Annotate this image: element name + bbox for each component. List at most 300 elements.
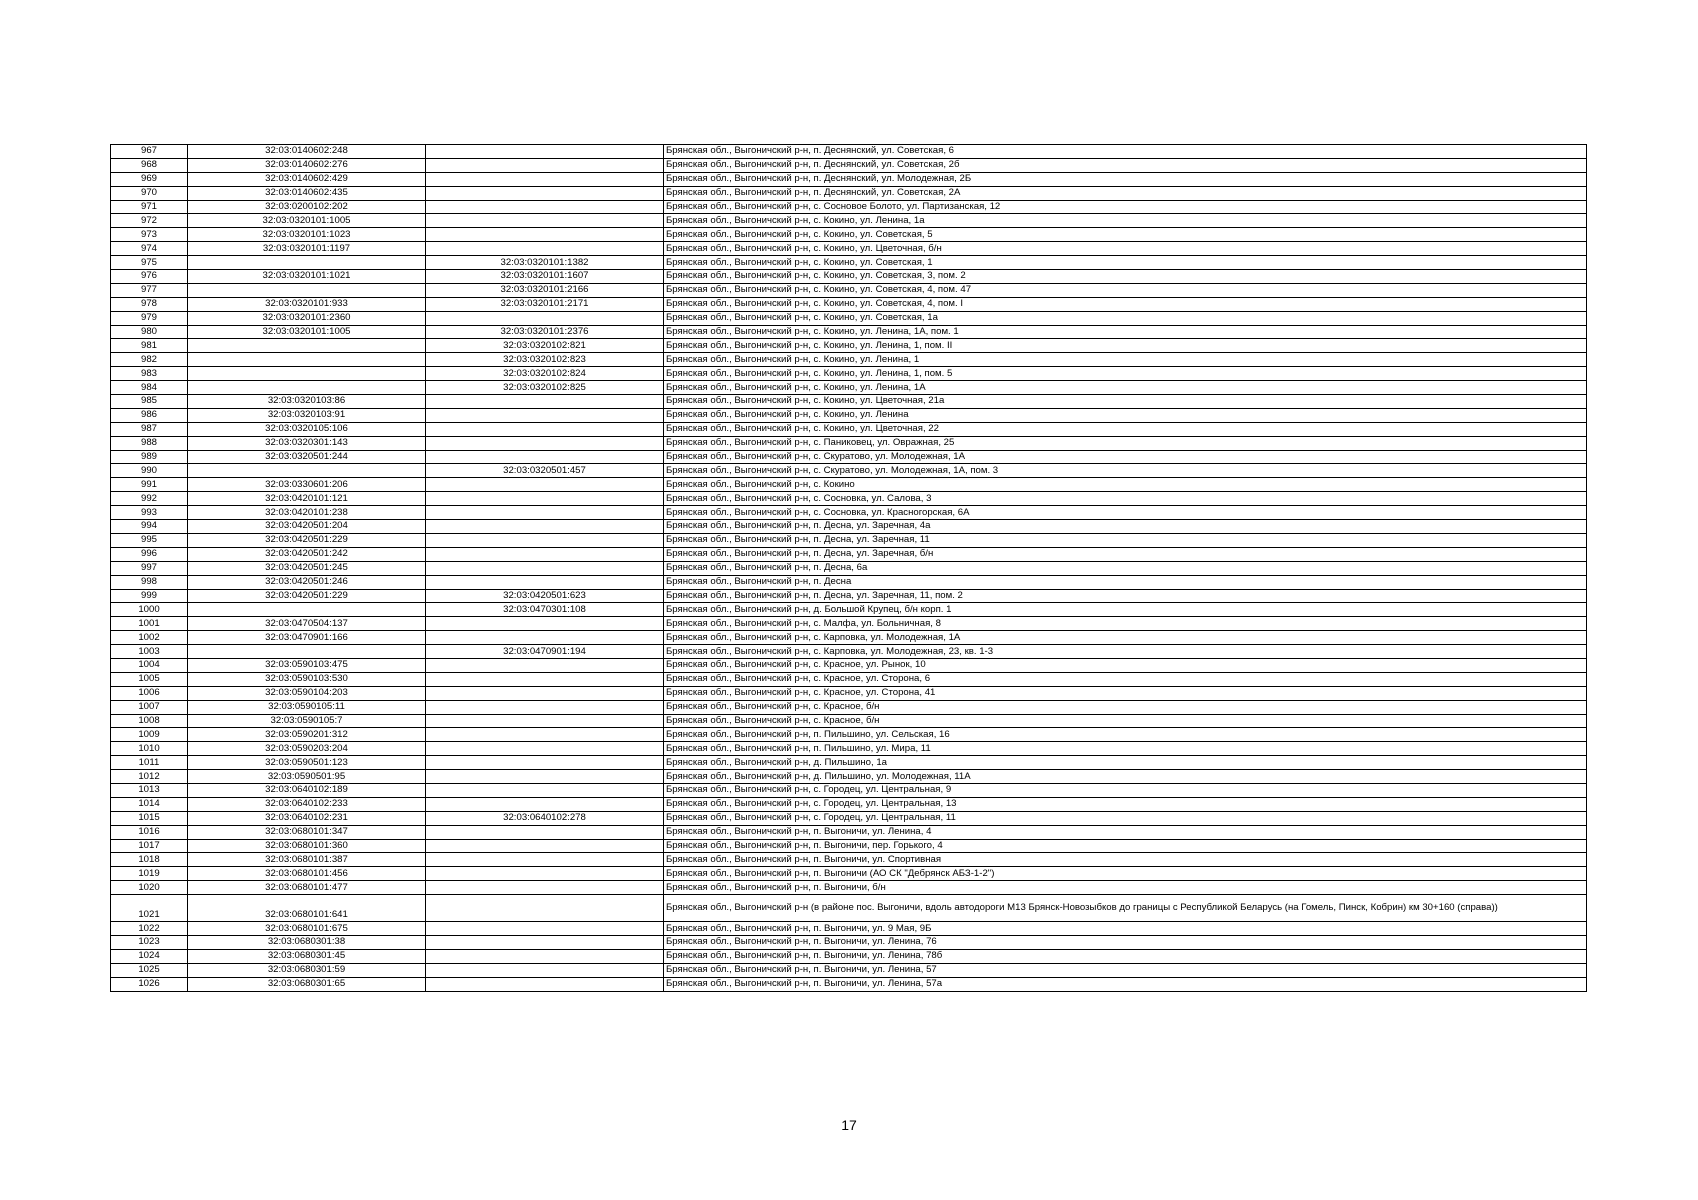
address-cell: Брянская обл., Выгоничский р-н, п. Деснянский, ул. Молодежная, 2Б bbox=[664, 172, 1587, 186]
object-cadastral-number-cell bbox=[426, 395, 664, 409]
object-cadastral-number-cell bbox=[426, 533, 664, 547]
object-cadastral-number-cell bbox=[426, 825, 664, 839]
cadastral-number-cell: 32:03:0420101:238 bbox=[188, 506, 426, 520]
table-row bbox=[111, 395, 1587, 409]
object-cadastral-number-cell bbox=[426, 895, 664, 922]
address-cell: Брянская обл., Выгоничский р-н, с. Кокино, ул. Советская, 3, пом. 2 bbox=[664, 270, 1587, 284]
row-number-cell: 1003 bbox=[111, 645, 188, 659]
row-number-cell: 1005 bbox=[111, 672, 188, 686]
object-cadastral-number-cell: 32:03:0470901:194 bbox=[426, 645, 664, 659]
object-cadastral-number-cell bbox=[426, 783, 664, 797]
address-cell: Брянская обл., Выгоничский р-н, п. Десна, ул. Заречная, 11, пом. 2 bbox=[664, 589, 1587, 603]
table-row bbox=[111, 367, 1587, 381]
address-cell: Брянская обл., Выгоничский р-н, п. Деснянский, ул. Советская, 6 bbox=[664, 145, 1587, 159]
object-cadastral-number-cell: 32:03:0320102:821 bbox=[426, 339, 664, 353]
object-cadastral-number-cell bbox=[426, 145, 664, 159]
row-number-cell: 998 bbox=[111, 575, 188, 589]
table-row bbox=[111, 645, 1587, 659]
address-cell: Брянская обл., Выгоничский р-н, с. Кокино, ул. Советская, 1 bbox=[664, 256, 1587, 270]
address-cell: Брянская обл., Выгоничский р-н, с. Карповка, ул. Молодежная, 23, кв. 1-3 bbox=[664, 645, 1587, 659]
object-cadastral-number-cell bbox=[426, 867, 664, 881]
row-number-cell: 1024 bbox=[111, 949, 188, 963]
address-cell: Брянская обл., Выгоничский р-н, п. Деснянский, ул. Советская, 2б bbox=[664, 158, 1587, 172]
table-row bbox=[111, 797, 1587, 811]
address-cell: Брянская обл., Выгоничский р-н, п. Пильшино, ул. Мира, 11 bbox=[664, 742, 1587, 756]
cadastral-number-cell: 32:03:0470504:137 bbox=[188, 617, 426, 631]
object-cadastral-number-cell bbox=[426, 422, 664, 436]
object-cadastral-number-cell bbox=[426, 478, 664, 492]
object-cadastral-number-cell bbox=[426, 922, 664, 936]
object-cadastral-number-cell bbox=[426, 158, 664, 172]
table-row bbox=[111, 186, 1587, 200]
cadastral-number-cell: 32:03:0680101:477 bbox=[188, 881, 426, 895]
row-number-cell: 999 bbox=[111, 589, 188, 603]
cadastral-number-cell: 32:03:0420101:121 bbox=[188, 492, 426, 506]
table-row bbox=[111, 311, 1587, 325]
address-cell: Брянская обл., Выгоничский р-н, с. Кокино, ул. Советская, 5 bbox=[664, 228, 1587, 242]
cadastral-number-cell: 32:03:0420501:246 bbox=[188, 575, 426, 589]
address-cell: Брянская обл., Выгоничский р-н, с. Сосновка, ул. Красногорская, 6А bbox=[664, 506, 1587, 520]
table-row bbox=[111, 214, 1587, 228]
address-cell: Брянская обл., Выгоничский р-н, п. Десна bbox=[664, 575, 1587, 589]
address-cell: Брянская обл., Выгоничский р-н, п. Выгоничи, ул. 9 Мая, 9Б bbox=[664, 922, 1587, 936]
cadastral-number-cell: 32:03:0590501:95 bbox=[188, 770, 426, 784]
table-row bbox=[111, 963, 1587, 977]
address-cell: Брянская обл., Выгоничский р-н, п. Выгоничи, ул. Ленина, 76 bbox=[664, 935, 1587, 949]
cadastral-number-cell: 32:03:0590203:204 bbox=[188, 742, 426, 756]
object-cadastral-number-cell: 32:03:0320101:1607 bbox=[426, 270, 664, 284]
table-row bbox=[111, 270, 1587, 284]
address-cell: Брянская обл., Выгоничский р-н, п. Выгоничи, ул. Ленина, 78б bbox=[664, 949, 1587, 963]
address-cell: Брянская обл., Выгоничский р-н, с. Красное, ул. Сторона, 6 bbox=[664, 672, 1587, 686]
address-cell: Брянская обл., Выгоничский р-н, с. Красное, ул. Рынок, 10 bbox=[664, 658, 1587, 672]
address-cell: Брянская обл., Выгоничский р-н, с. Кокино, ул. Советская, 4, пом. 47 bbox=[664, 283, 1587, 297]
row-number-cell: 1011 bbox=[111, 756, 188, 770]
address-cell: Брянская обл., Выгоничский р-н, п. Выгоничи, пер. Горького, 4 bbox=[664, 839, 1587, 853]
row-number-cell: 997 bbox=[111, 561, 188, 575]
object-cadastral-number-cell bbox=[426, 214, 664, 228]
cadastral-number-cell: 32:03:0470901:166 bbox=[188, 631, 426, 645]
object-cadastral-number-cell bbox=[426, 520, 664, 534]
address-cell: Брянская обл., Выгоничский р-н, с. Городец, ул. Центральная, 13 bbox=[664, 797, 1587, 811]
cadastral-number-cell: 32:03:0140602:429 bbox=[188, 172, 426, 186]
page-number: 17 bbox=[841, 1117, 857, 1133]
cadastral-number-cell bbox=[188, 283, 426, 297]
table-row bbox=[111, 464, 1587, 478]
table-row bbox=[111, 283, 1587, 297]
object-cadastral-number-cell bbox=[426, 228, 664, 242]
object-cadastral-number-cell: 32:03:0320102:825 bbox=[426, 381, 664, 395]
row-number-cell: 1014 bbox=[111, 797, 188, 811]
table-row bbox=[111, 922, 1587, 936]
row-number-cell: 992 bbox=[111, 492, 188, 506]
table-row bbox=[111, 853, 1587, 867]
row-number-cell: 974 bbox=[111, 242, 188, 256]
cadastral-number-cell: 32:03:0320101:1021 bbox=[188, 270, 426, 284]
object-cadastral-number-cell bbox=[426, 561, 664, 575]
row-number-cell: 969 bbox=[111, 172, 188, 186]
row-number-cell: 985 bbox=[111, 395, 188, 409]
table-row bbox=[111, 450, 1587, 464]
object-cadastral-number-cell bbox=[426, 658, 664, 672]
table-row bbox=[111, 381, 1587, 395]
cadastral-number-cell: 32:03:0200102:202 bbox=[188, 200, 426, 214]
table-row bbox=[111, 867, 1587, 881]
row-number-cell: 1012 bbox=[111, 770, 188, 784]
table-row bbox=[111, 783, 1587, 797]
row-number-cell: 1013 bbox=[111, 783, 188, 797]
row-number-cell: 976 bbox=[111, 270, 188, 284]
object-cadastral-number-cell bbox=[426, 186, 664, 200]
address-cell: Брянская обл., Выгоничский р-н, п. Выгоничи, ул. Ленина, 4 bbox=[664, 825, 1587, 839]
address-cell: Брянская обл., Выгоничский р-н, п. Деснянский, ул. Советская, 2А bbox=[664, 186, 1587, 200]
address-cell: Брянская обл., Выгоничский р-н, п. Выгоничи, ул. Ленина, 57 bbox=[664, 963, 1587, 977]
address-cell: Брянская обл., Выгоничский р-н, с. Кокино, ул. Цветочная, 21а bbox=[664, 395, 1587, 409]
table-row bbox=[111, 533, 1587, 547]
address-cell: Брянская обл., Выгоничский р-н, с. Кокино, ул. Ленина, 1, пом. II bbox=[664, 339, 1587, 353]
cadastral-number-cell bbox=[188, 353, 426, 367]
cadastral-number-cell: 32:03:0680301:65 bbox=[188, 977, 426, 991]
row-number-cell: 991 bbox=[111, 478, 188, 492]
row-number-cell: 1017 bbox=[111, 839, 188, 853]
table-row bbox=[111, 949, 1587, 963]
row-number-cell: 995 bbox=[111, 533, 188, 547]
table-row bbox=[111, 297, 1587, 311]
object-cadastral-number-cell bbox=[426, 797, 664, 811]
table-row bbox=[111, 977, 1587, 991]
address-cell: Брянская обл., Выгоничский р-н, с. Кокино, ул. Ленина, 1А, пом. 1 bbox=[664, 325, 1587, 339]
address-cell: Брянская обл., Выгоничский р-н, с. Скуратово, ул. Молодежная, 1А bbox=[664, 450, 1587, 464]
row-number-cell: 1023 bbox=[111, 935, 188, 949]
cadastral-number-cell: 32:03:0680301:38 bbox=[188, 935, 426, 949]
cadastral-number-cell: 32:03:0590103:530 bbox=[188, 672, 426, 686]
address-cell: Брянская обл., Выгоничский р-н, п. Десна, 6а bbox=[664, 561, 1587, 575]
object-cadastral-number-cell: 32:03:0320101:2166 bbox=[426, 283, 664, 297]
row-number-cell: 970 bbox=[111, 186, 188, 200]
row-number-cell: 978 bbox=[111, 297, 188, 311]
object-cadastral-number-cell bbox=[426, 172, 664, 186]
row-number-cell: 984 bbox=[111, 381, 188, 395]
row-number-cell: 1018 bbox=[111, 853, 188, 867]
row-number-cell: 981 bbox=[111, 339, 188, 353]
address-cell: Брянская обл., Выгоничский р-н, п. Десна, ул. Заречная, 11 bbox=[664, 533, 1587, 547]
address-cell: Брянская обл., Выгоничский р-н, п. Выгоничи, ул. Ленина, 57а bbox=[664, 977, 1587, 991]
row-number-cell: 990 bbox=[111, 464, 188, 478]
object-cadastral-number-cell bbox=[426, 949, 664, 963]
row-number-cell: 967 bbox=[111, 145, 188, 159]
cadastral-number-cell bbox=[188, 645, 426, 659]
address-cell: Брянская обл., Выгоничский р-н, с. Городец, ул. Центральная, 11 bbox=[664, 811, 1587, 825]
row-number-cell: 1025 bbox=[111, 963, 188, 977]
property-registry-table bbox=[110, 144, 1587, 992]
address-cell: Брянская обл., Выгоничский р-н, п. Выгоничи, ул. Спортивная bbox=[664, 853, 1587, 867]
table-row bbox=[111, 811, 1587, 825]
address-cell: Брянская обл., Выгоничский р-н, с. Кокино, ул. Цветочная, 22 bbox=[664, 422, 1587, 436]
address-cell: Брянская обл., Выгоничский р-н, п. Выгоничи (АО СК "Дебрянск АБЗ-1-2") bbox=[664, 867, 1587, 881]
address-cell: Брянская обл., Выгоничский р-н, с. Красное, б/н bbox=[664, 714, 1587, 728]
row-number-cell: 1009 bbox=[111, 728, 188, 742]
table-row bbox=[111, 200, 1587, 214]
object-cadastral-number-cell: 32:03:0320102:824 bbox=[426, 367, 664, 381]
object-cadastral-number-cell bbox=[426, 728, 664, 742]
row-number-cell: 972 bbox=[111, 214, 188, 228]
table-row bbox=[111, 770, 1587, 784]
object-cadastral-number-cell: 32:03:0320102:823 bbox=[426, 353, 664, 367]
address-cell: Брянская обл., Выгоничский р-н, с. Сосновое Болото, ул. Партизанская, 12 bbox=[664, 200, 1587, 214]
object-cadastral-number-cell bbox=[426, 200, 664, 214]
cadastral-number-cell: 32:03:0320101:1005 bbox=[188, 325, 426, 339]
table-row bbox=[111, 256, 1587, 270]
cadastral-number-cell: 32:03:0640102:233 bbox=[188, 797, 426, 811]
object-cadastral-number-cell bbox=[426, 881, 664, 895]
cadastral-number-cell: 32:03:0680101:675 bbox=[188, 922, 426, 936]
address-cell: Брянская обл., Выгоничский р-н, с. Кокино, ул. Ленина, 1 bbox=[664, 353, 1587, 367]
object-cadastral-number-cell bbox=[426, 547, 664, 561]
table-row bbox=[111, 408, 1587, 422]
object-cadastral-number-cell bbox=[426, 242, 664, 256]
address-cell: Брянская обл., Выгоничский р-н, с. Сосновка, ул. Салова, 3 bbox=[664, 492, 1587, 506]
address-cell: Брянская обл., Выгоничский р-н, д. Пильшино, 1а bbox=[664, 756, 1587, 770]
table-row bbox=[111, 422, 1587, 436]
table-row bbox=[111, 658, 1587, 672]
cadastral-number-cell: 32:03:0420501:229 bbox=[188, 589, 426, 603]
cadastral-number-cell: 32:03:0320101:2360 bbox=[188, 311, 426, 325]
row-number-cell: 1015 bbox=[111, 811, 188, 825]
row-number-cell: 1008 bbox=[111, 714, 188, 728]
row-number-cell: 1022 bbox=[111, 922, 188, 936]
object-cadastral-number-cell bbox=[426, 575, 664, 589]
object-cadastral-number-cell: 32:03:0320101:1382 bbox=[426, 256, 664, 270]
address-cell: Брянская обл., Выгоничский р-н, д. Пильшино, ул. Молодежная, 11А bbox=[664, 770, 1587, 784]
cadastral-number-cell: 32:03:0680101:387 bbox=[188, 853, 426, 867]
cadastral-number-cell: 32:03:0420501:242 bbox=[188, 547, 426, 561]
table-row bbox=[111, 145, 1587, 159]
row-number-cell: 993 bbox=[111, 506, 188, 520]
table-row bbox=[111, 506, 1587, 520]
object-cadastral-number-cell bbox=[426, 436, 664, 450]
object-cadastral-number-cell bbox=[426, 686, 664, 700]
address-cell: Брянская обл., Выгоничский р-н, с. Кокино, ул. Ленина bbox=[664, 408, 1587, 422]
object-cadastral-number-cell: 32:03:0320101:2376 bbox=[426, 325, 664, 339]
table-row bbox=[111, 339, 1587, 353]
cadastral-number-cell: 32:03:0680101:641 bbox=[188, 895, 426, 922]
address-cell: Брянская обл., Выгоничский р-н, с. Кокино, ул. Советская, 4, пом. I bbox=[664, 297, 1587, 311]
table-row bbox=[111, 839, 1587, 853]
cadastral-number-cell: 32:03:0590105:11 bbox=[188, 700, 426, 714]
cadastral-number-cell: 32:03:0590103:475 bbox=[188, 658, 426, 672]
cadastral-number-cell: 32:03:0680101:456 bbox=[188, 867, 426, 881]
row-number-cell: 1021 bbox=[111, 895, 188, 922]
cadastral-number-cell: 32:03:0140602:435 bbox=[188, 186, 426, 200]
table-row bbox=[111, 631, 1587, 645]
table-row bbox=[111, 895, 1587, 922]
object-cadastral-number-cell bbox=[426, 742, 664, 756]
cadastral-number-cell: 32:03:0320103:86 bbox=[188, 395, 426, 409]
object-cadastral-number-cell bbox=[426, 853, 664, 867]
cadastral-number-cell: 32:03:0680101:347 bbox=[188, 825, 426, 839]
cadastral-number-cell: 32:03:0680301:59 bbox=[188, 963, 426, 977]
object-cadastral-number-cell: 32:03:0420501:623 bbox=[426, 589, 664, 603]
object-cadastral-number-cell bbox=[426, 756, 664, 770]
object-cadastral-number-cell bbox=[426, 492, 664, 506]
table-row bbox=[111, 325, 1587, 339]
object-cadastral-number-cell bbox=[426, 839, 664, 853]
object-cadastral-number-cell bbox=[426, 617, 664, 631]
object-cadastral-number-cell: 32:03:0320101:2171 bbox=[426, 297, 664, 311]
cadastral-number-cell: 32:03:0590501:123 bbox=[188, 756, 426, 770]
table-row bbox=[111, 686, 1587, 700]
object-cadastral-number-cell bbox=[426, 506, 664, 520]
object-cadastral-number-cell bbox=[426, 408, 664, 422]
cadastral-number-cell: 32:03:0320101:1197 bbox=[188, 242, 426, 256]
row-number-cell: 1016 bbox=[111, 825, 188, 839]
address-cell: Брянская обл., Выгоничский р-н, с. Кокино bbox=[664, 478, 1587, 492]
row-number-cell: 1006 bbox=[111, 686, 188, 700]
table-row bbox=[111, 756, 1587, 770]
row-number-cell: 971 bbox=[111, 200, 188, 214]
row-number-cell: 994 bbox=[111, 520, 188, 534]
row-number-cell: 1026 bbox=[111, 977, 188, 991]
address-cell: Брянская обл., Выгоничский р-н, с. Красное, б/н bbox=[664, 700, 1587, 714]
address-cell: Брянская обл., Выгоничский р-н, с. Скуратово, ул. Молодежная, 1А, пом. 3 bbox=[664, 464, 1587, 478]
cadastral-number-cell: 32:03:0590104:203 bbox=[188, 686, 426, 700]
cadastral-number-cell: 32:03:0140602:276 bbox=[188, 158, 426, 172]
table-row bbox=[111, 742, 1587, 756]
cadastral-number-cell: 32:03:0140602:248 bbox=[188, 145, 426, 159]
table-row bbox=[111, 575, 1587, 589]
address-cell: Брянская обл., Выгоничский р-н (в районе пос. Выгоничи, вдоль автодороги М13 Брянск-Новозыбков до границы с Республикой Беларусь (на Гомель, Пинск, Кобрин) км 30+160 (справа)) bbox=[664, 895, 1587, 922]
object-cadastral-number-cell bbox=[426, 631, 664, 645]
table-row bbox=[111, 436, 1587, 450]
table-row bbox=[111, 478, 1587, 492]
table-row bbox=[111, 547, 1587, 561]
object-cadastral-number-cell bbox=[426, 700, 664, 714]
row-number-cell: 987 bbox=[111, 422, 188, 436]
address-cell: Брянская обл., Выгоничский р-н, с. Паниковец, ул. Овражная, 25 bbox=[664, 436, 1587, 450]
cadastral-number-cell: 32:03:0420501:245 bbox=[188, 561, 426, 575]
table-row bbox=[111, 228, 1587, 242]
object-cadastral-number-cell: 32:03:0470301:108 bbox=[426, 603, 664, 617]
table-row bbox=[111, 617, 1587, 631]
object-cadastral-number-cell: 32:03:0320501:457 bbox=[426, 464, 664, 478]
table-row bbox=[111, 672, 1587, 686]
object-cadastral-number-cell bbox=[426, 963, 664, 977]
row-number-cell: 1019 bbox=[111, 867, 188, 881]
table-row bbox=[111, 881, 1587, 895]
cadastral-number-cell: 32:03:0330601:206 bbox=[188, 478, 426, 492]
object-cadastral-number-cell bbox=[426, 311, 664, 325]
row-number-cell: 1000 bbox=[111, 603, 188, 617]
table-row bbox=[111, 492, 1587, 506]
cadastral-number-cell: 32:03:0640102:231 bbox=[188, 811, 426, 825]
address-cell: Брянская обл., Выгоничский р-н, с. Кокино, ул. Ленина, 1а bbox=[664, 214, 1587, 228]
address-cell: Брянская обл., Выгоничский р-н, с. Кокино, ул. Ленина, 1А bbox=[664, 381, 1587, 395]
cadastral-number-cell: 32:03:0320105:106 bbox=[188, 422, 426, 436]
cadastral-number-cell: 32:03:0420501:229 bbox=[188, 533, 426, 547]
cadastral-number-cell bbox=[188, 367, 426, 381]
row-number-cell: 973 bbox=[111, 228, 188, 242]
table-row bbox=[111, 353, 1587, 367]
row-number-cell: 1001 bbox=[111, 617, 188, 631]
cadastral-number-cell bbox=[188, 381, 426, 395]
row-number-cell: 986 bbox=[111, 408, 188, 422]
row-number-cell: 1004 bbox=[111, 658, 188, 672]
registry-table-body bbox=[111, 145, 1587, 992]
row-number-cell: 1002 bbox=[111, 631, 188, 645]
address-cell: Брянская обл., Выгоничский р-н, с. Карповка, ул. Молодежная, 1А bbox=[664, 631, 1587, 645]
table-row bbox=[111, 589, 1587, 603]
cadastral-number-cell: 32:03:0590105:7 bbox=[188, 714, 426, 728]
cadastral-number-cell: 32:03:0320101:1023 bbox=[188, 228, 426, 242]
object-cadastral-number-cell bbox=[426, 672, 664, 686]
address-cell: Брянская обл., Выгоничский р-н, п. Десна, ул. Заречная, 4а bbox=[664, 520, 1587, 534]
address-cell: Брянская обл., Выгоничский р-н, с. Кокино, ул. Ленина, 1, пом. 5 bbox=[664, 367, 1587, 381]
table-row bbox=[111, 158, 1587, 172]
table-row bbox=[111, 561, 1587, 575]
object-cadastral-number-cell bbox=[426, 977, 664, 991]
address-cell: Брянская обл., Выгоничский р-н, п. Десна, ул. Заречная, б/н bbox=[664, 547, 1587, 561]
cadastral-number-cell: 32:03:0640102:189 bbox=[188, 783, 426, 797]
cadastral-number-cell: 32:03:0680301:45 bbox=[188, 949, 426, 963]
table-row bbox=[111, 520, 1587, 534]
row-number-cell: 982 bbox=[111, 353, 188, 367]
table-row bbox=[111, 242, 1587, 256]
address-cell: Брянская обл., Выгоничский р-н, д. Большой Крупец, б/н корп. 1 bbox=[664, 603, 1587, 617]
table-row bbox=[111, 825, 1587, 839]
cadastral-number-cell: 32:03:0420501:204 bbox=[188, 520, 426, 534]
cadastral-number-cell: 32:03:0590201:312 bbox=[188, 728, 426, 742]
table-row bbox=[111, 728, 1587, 742]
cadastral-number-cell: 32:03:0320101:1005 bbox=[188, 214, 426, 228]
table-row bbox=[111, 700, 1587, 714]
row-number-cell: 983 bbox=[111, 367, 188, 381]
row-number-cell: 988 bbox=[111, 436, 188, 450]
table-row bbox=[111, 603, 1587, 617]
address-cell: Брянская обл., Выгоничский р-н, п. Пильшино, ул. Сельская, 16 bbox=[664, 728, 1587, 742]
object-cadastral-number-cell bbox=[426, 714, 664, 728]
object-cadastral-number-cell bbox=[426, 450, 664, 464]
address-cell: Брянская обл., Выгоничский р-н, с. Кокино, ул. Советская, 1а bbox=[664, 311, 1587, 325]
cadastral-number-cell bbox=[188, 603, 426, 617]
address-cell: Брянская обл., Выгоничский р-н, с. Малфа, ул. Больничная, 8 bbox=[664, 617, 1587, 631]
cadastral-number-cell: 32:03:0320501:244 bbox=[188, 450, 426, 464]
table-row bbox=[111, 935, 1587, 949]
cadastral-number-cell bbox=[188, 256, 426, 270]
row-number-cell: 968 bbox=[111, 158, 188, 172]
address-cell: Брянская обл., Выгоничский р-н, п. Выгоничи, б/н bbox=[664, 881, 1587, 895]
row-number-cell: 1010 bbox=[111, 742, 188, 756]
cadastral-number-cell bbox=[188, 339, 426, 353]
row-number-cell: 979 bbox=[111, 311, 188, 325]
row-number-cell: 1020 bbox=[111, 881, 188, 895]
row-number-cell: 989 bbox=[111, 450, 188, 464]
table-row bbox=[111, 714, 1587, 728]
cadastral-number-cell: 32:03:0320103:91 bbox=[188, 408, 426, 422]
table-row bbox=[111, 172, 1587, 186]
object-cadastral-number-cell bbox=[426, 770, 664, 784]
cadastral-number-cell: 32:03:0320101:933 bbox=[188, 297, 426, 311]
object-cadastral-number-cell: 32:03:0640102:278 bbox=[426, 811, 664, 825]
address-cell: Брянская обл., Выгоничский р-н, с. Кокино, ул. Цветочная, б/н bbox=[664, 242, 1587, 256]
address-cell: Брянская обл., Выгоничский р-н, с. Городец, ул. Центральная, 9 bbox=[664, 783, 1587, 797]
row-number-cell: 996 bbox=[111, 547, 188, 561]
row-number-cell: 1007 bbox=[111, 700, 188, 714]
cadastral-number-cell: 32:03:0320301:143 bbox=[188, 436, 426, 450]
address-cell: Брянская обл., Выгоничский р-н, с. Красное, ул. Сторона, 41 bbox=[664, 686, 1587, 700]
row-number-cell: 977 bbox=[111, 283, 188, 297]
cadastral-number-cell: 32:03:0680101:360 bbox=[188, 839, 426, 853]
row-number-cell: 975 bbox=[111, 256, 188, 270]
